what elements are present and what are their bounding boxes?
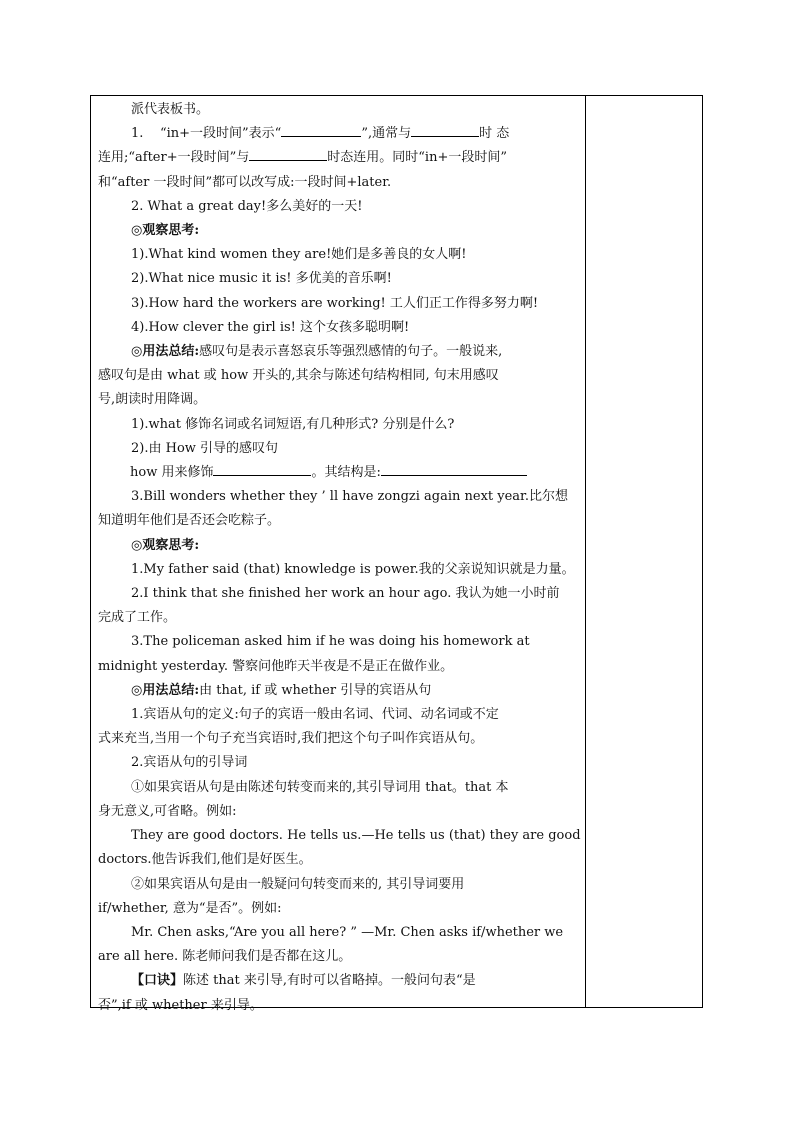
usage2-definition-line1: 1.宾语从句的定义:句子的宾语一般由名词、代词、动名词或不定 bbox=[131, 707, 499, 723]
usage2-guide1-line1: ①如果宾语从句是由陈述句转变而来的,其引导词用 that。that 本 bbox=[131, 779, 509, 795]
observe1-example: 1).What kind women they are!她们是多善良的女人啊! bbox=[131, 247, 467, 263]
usage2-definition-line2: 式来充当,当用一个句子充当宾语时,我们把这个句子叫作宾语从句。 bbox=[98, 731, 484, 747]
item1-line3: 和“after 一段时间”都可以改写成:一段时间+later. bbox=[98, 174, 392, 190]
usage1-question1: 1).what 修饰名词或名词短语,有几种形式? 分别是什么? bbox=[131, 416, 455, 432]
usage2-guide1-example-line1: They are good doctors. He tells us.—He tells us (that) they are good bbox=[131, 828, 581, 844]
usage2-guide1-example-line2: doctors.他告诉我们,他们是好医生。 bbox=[98, 852, 312, 868]
usage2-guide2-line2: if/whether, 意为“是否”。例如: bbox=[98, 900, 282, 916]
fill-blank[interactable] bbox=[411, 124, 479, 137]
usage2-guide1-line2: 身无意义,可省略。例如: bbox=[98, 803, 237, 819]
usage1-line3: 号,朗读时用降调。 bbox=[98, 392, 207, 408]
mnemonic-line2: 否”,if 或 whether 来引导。 bbox=[98, 997, 263, 1013]
usage2-line1: ◎用法总结:由 that, if 或 whether 引导的宾语从句 bbox=[131, 682, 432, 698]
usage1-question2: 2).由 How 引导的感叹句 bbox=[131, 440, 279, 456]
usage2-guide2-example-line2: are all here. 陈老师问我们是否都在这儿。 bbox=[98, 949, 352, 965]
observe2-example1: 1.My father said (that) knowledge is power.我的父亲说知识就是力量。 bbox=[131, 561, 575, 577]
intro-line: 派代表板书。 bbox=[131, 102, 210, 117]
observe2-example2-line2: 完成了工作。 bbox=[98, 610, 177, 626]
usage1-line1: ◎用法总结:感叹句是表示喜怒哀乐等强烈感情的句子。一般说来, bbox=[131, 344, 503, 360]
item3-line2: 知道明年他们是否还会吃粽子。 bbox=[98, 513, 281, 529]
observe2-title: ◎观察思考: bbox=[131, 537, 200, 553]
usage1-line2: 感叹句是由 what 或 how 开头的,其余与陈述句结构相同, 句末用感叹 bbox=[98, 368, 499, 384]
usage2-guide-title: 2.宾语从句的引导词 bbox=[131, 755, 248, 771]
item1-line2: 连用;“after+一段时间”与 时态连用。同时“in+一段时间” bbox=[98, 150, 507, 166]
fill-blank[interactable] bbox=[281, 124, 361, 137]
item3-line1: 3.Bill wonders whether they ’ ll have zongzi again next year.比尔想 bbox=[131, 489, 568, 505]
observe2-example2-line1: 2.I think that she finished her work an hour ago. 我认为她一小时前 bbox=[131, 586, 560, 602]
observe2-example3-line1: 3.The policeman asked him if he was doing his homework at bbox=[131, 634, 530, 650]
observe1-example: 3).How hard the workers are working! 工人们正工作得多努力啊! bbox=[131, 295, 539, 311]
observe1-title: ◎观察思考: bbox=[131, 223, 200, 239]
column-divider bbox=[585, 95, 586, 1008]
mnemonic-line1: 【口诀】陈述 that 来引导,有时可以省略掉。一般问句表“是 bbox=[131, 973, 476, 989]
usage2-guide2-line1: ②如果宾语从句是由一般疑问句转变而来的, 其引导词要用 bbox=[131, 876, 465, 892]
usage2-guide2-example-line1: Mr. Chen asks,“Are you all here? ” —Mr. Chen asks if/whether we bbox=[131, 924, 564, 940]
item1-line1: 1. “in+一段时间”表示“ ”,通常与 时 态 bbox=[131, 126, 510, 142]
fill-blank[interactable] bbox=[249, 148, 327, 161]
lesson-content bbox=[98, 98, 581, 1018]
observe2-example3-line2: midnight yesterday. 警察问他昨天半夜是不是正在做作业。 bbox=[98, 658, 454, 674]
item2-line: 2. What a great day!多么美好的一天! bbox=[131, 198, 363, 214]
observe1-example: 4).How clever the girl is! 这个女孩多聪明啊! bbox=[131, 319, 410, 335]
fill-blank[interactable] bbox=[213, 463, 311, 476]
usage1-question2-blanks: how 用来修饰 。其结构是: bbox=[98, 461, 578, 485]
observe1-example: 2).What nice music it is! 多优美的音乐啊! bbox=[131, 271, 392, 287]
fill-blank[interactable] bbox=[381, 463, 527, 476]
